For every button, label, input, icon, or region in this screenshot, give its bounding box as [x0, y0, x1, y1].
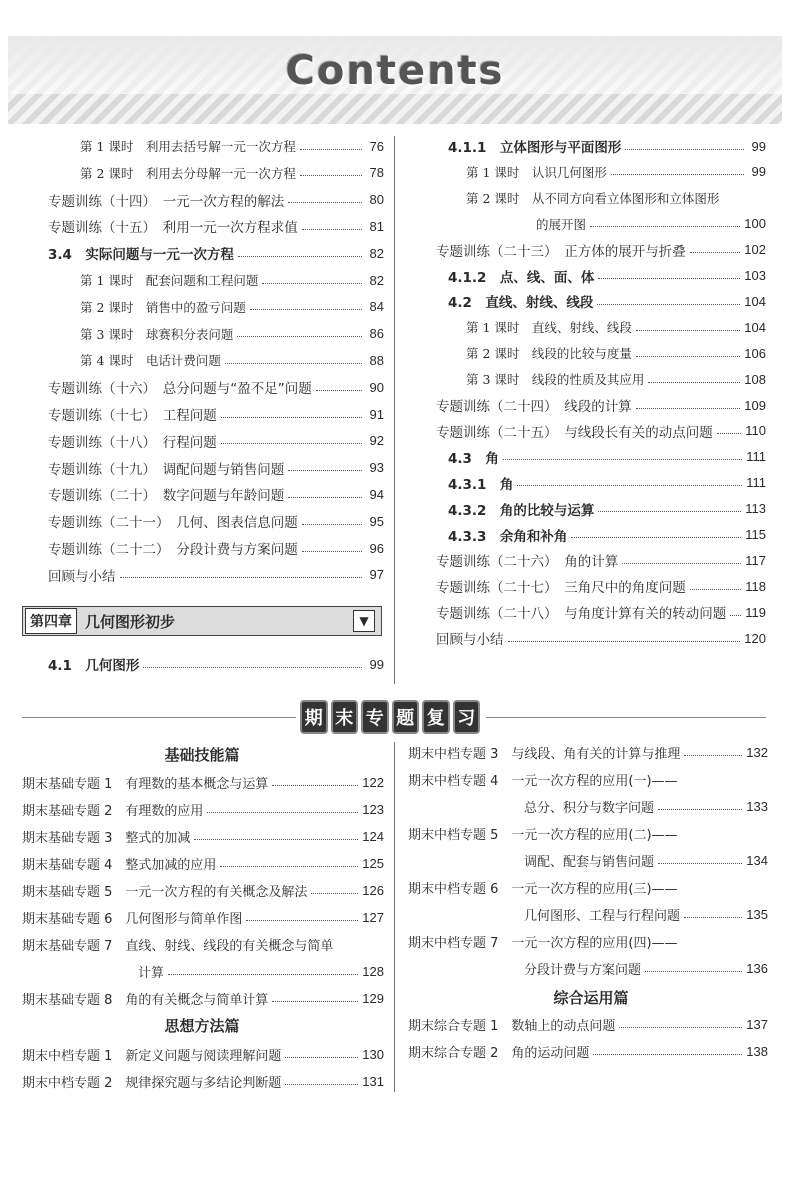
- review-entry[interactable]: [408, 1041, 768, 1061]
- review-entry[interactable]: [524, 796, 768, 816]
- toc-entry[interactable]: [448, 473, 766, 493]
- review-entry-label: 期末中档专题 3 与线段、角有关的计算与推理: [408, 746, 681, 762]
- leader-dots: [503, 459, 742, 460]
- toc-entry[interactable]: [436, 240, 766, 260]
- toc-entry-label: 第 2 课时 线段的比较与度量: [466, 346, 632, 362]
- leader-dots: [262, 283, 362, 284]
- review-entry-page: 132: [746, 744, 768, 760]
- toc-entry-page: 104: [744, 319, 766, 335]
- toc-entry[interactable]: [448, 136, 766, 156]
- review-entry[interactable]: [408, 742, 768, 762]
- toc-entry[interactable]: [466, 317, 766, 337]
- review-entry[interactable]: [22, 907, 384, 927]
- leader-dots: [571, 537, 741, 538]
- toc-entry-label: 4.1 几何图形: [48, 658, 140, 674]
- chapter-name: 几何图形初步: [85, 612, 176, 631]
- leader-dots: [593, 1054, 742, 1055]
- review-badge-char: 复: [422, 700, 450, 734]
- leader-dots: [636, 356, 740, 357]
- toc-entry-page: 100: [744, 216, 766, 232]
- review-entry[interactable]: [22, 772, 384, 792]
- leader-dots: [194, 839, 358, 840]
- toc-entry-label: 专题训练（十九） 调配问题与销售问题: [48, 461, 285, 478]
- toc-entry[interactable]: [48, 484, 384, 504]
- toc-entry-page: 88: [369, 352, 384, 368]
- review-entry[interactable]: [408, 823, 768, 843]
- leader-dots: [730, 615, 741, 616]
- leader-dots: [288, 202, 362, 203]
- leader-dots: [690, 589, 742, 590]
- leader-dots: [311, 893, 358, 894]
- toc-entry[interactable]: [466, 162, 766, 182]
- toc-entry-page: 99: [751, 164, 766, 180]
- toc-entry-label: 4.3 角: [448, 450, 499, 467]
- review-entry-label: 期末基础专题 8 角的有关概念与简单计算: [22, 992, 269, 1008]
- leader-dots: [168, 974, 358, 975]
- toc-entry[interactable]: [48, 190, 384, 210]
- review-entry-label: 分段计费与方案问题: [524, 962, 642, 978]
- leader-dots: [684, 755, 742, 756]
- toc-entry-page: 76: [369, 138, 384, 154]
- toc-entry-label: 专题训练（二十五） 与线段长有关的动点问题: [436, 424, 713, 441]
- page-title: Contents: [285, 48, 505, 94]
- leader-dots: [250, 309, 362, 310]
- review-entry-page: 138: [746, 1043, 768, 1059]
- leader-dots: [246, 920, 358, 921]
- review-heading-methods: 思想方法篇: [164, 1017, 240, 1035]
- toc-entry-page: 99: [369, 656, 384, 672]
- leader-dots: [237, 336, 362, 337]
- toc-entry[interactable]: [80, 324, 384, 344]
- review-entry[interactable]: [22, 853, 384, 873]
- toc-entry-page: 91: [369, 406, 384, 422]
- review-entry-label: 期末中档专题 7 一元一次方程的应用(四)——: [408, 935, 678, 951]
- review-entry-page: 129: [362, 990, 384, 1006]
- review-entry-label: 几何图形、工程与行程问题: [524, 908, 681, 924]
- toc-entry-label: 专题训练（二十三） 正方体的展开与折叠: [436, 243, 686, 260]
- toc-entry[interactable]: [448, 266, 766, 286]
- leader-dots: [272, 785, 358, 786]
- review-badge-char: 习: [453, 700, 481, 734]
- leader-dots: [272, 1001, 358, 1002]
- leader-dots: [625, 149, 744, 150]
- toc-entry[interactable]: [436, 421, 766, 441]
- toc-entry[interactable]: [48, 511, 384, 531]
- toc-entry-label: 第 1 课时 利用去括号解一元一次方程: [80, 139, 296, 154]
- toc-entry-label: 专题训练（二十） 数字问题与年龄问题: [48, 488, 285, 505]
- toc-entry[interactable]: [48, 538, 384, 558]
- toc-entry-label: 第 3 课时 球赛积分表问题: [80, 326, 234, 342]
- toc-entry-label: 专题训练（二十二） 分段计费与方案问题: [48, 542, 298, 558]
- review-entry-label: 期末基础专题 6 几何图形与简单作图: [22, 911, 243, 927]
- review-entry-label: 总分、积分与数字问题: [524, 800, 655, 816]
- leader-dots: [221, 443, 362, 444]
- toc-entry[interactable]: [48, 216, 384, 236]
- chevron-down-icon: ▼: [353, 610, 375, 632]
- review-entry[interactable]: [22, 880, 384, 900]
- toc-entry-label: 专题训练（十四） 一元一次方程的解法: [48, 193, 285, 210]
- leader-dots: [300, 175, 362, 176]
- toc-entry[interactable]: [80, 297, 384, 317]
- toc-entry[interactable]: [436, 576, 766, 596]
- toc-entry-page: 82: [369, 272, 384, 288]
- leader-dots: [517, 485, 742, 486]
- review-entry[interactable]: [408, 931, 768, 951]
- toc-entry-label: 4.3.2 角的比较与运算: [448, 502, 595, 519]
- toc-entry[interactable]: [436, 602, 766, 622]
- toc-entry-label: 3.4 实际问题与一元一次方程: [48, 247, 234, 264]
- toc-entry-label: 4.2 直线、射线、线段: [448, 295, 594, 312]
- review-rule-right: [486, 717, 766, 718]
- leader-dots: [207, 812, 358, 813]
- review-entry-page: 123: [362, 801, 384, 817]
- leader-dots: [598, 511, 741, 512]
- toc-entry-page: 81: [369, 218, 384, 234]
- column-divider-bottom: [394, 742, 395, 1092]
- toc-entry-label: 第 1 课时 直线、射线、线段: [466, 320, 632, 336]
- toc-entry[interactable]: [48, 404, 384, 424]
- review-entry[interactable]: [22, 1071, 384, 1091]
- review-entry-label: 期末综合专题 2 角的运动问题: [408, 1045, 590, 1061]
- toc-entry-label: 第 1 课时 配套问题和工程问题: [80, 273, 259, 288]
- chapter-heading: [22, 606, 382, 636]
- toc-entry-page: 106: [744, 345, 766, 361]
- toc-entry[interactable]: [80, 270, 384, 290]
- toc-entry-label: 第 1 课时 认识几何图形: [466, 164, 607, 180]
- review-entry-label: 期末基础专题 7 直线、射线、线段的有关概念与简单: [22, 938, 334, 954]
- toc-entry[interactable]: [436, 395, 766, 415]
- review-entry-label: 期末中档专题 2 规律探究题与多结论判断题: [22, 1075, 282, 1091]
- leader-dots: [288, 470, 362, 471]
- toc-entry[interactable]: [80, 136, 384, 156]
- toc-entry-label: 回顾与小结: [436, 632, 504, 649]
- review-badge-char: 期: [300, 700, 328, 734]
- leader-dots: [220, 866, 358, 867]
- toc-entry-label: 第 2 课时 利用去分母解一元一次方程: [80, 165, 296, 181]
- toc-entry-label: 的展开图: [536, 216, 587, 232]
- review-badge-char: 专: [361, 700, 389, 734]
- toc-entry[interactable]: [466, 188, 766, 208]
- toc-entry-label: 第 4 课时 电话计费问题: [80, 353, 221, 369]
- review-entry-page: 122: [362, 774, 384, 790]
- toc-entry-page: 109: [744, 397, 766, 413]
- leader-dots: [690, 252, 741, 253]
- leader-dots: [302, 229, 362, 230]
- leader-dots: [648, 382, 740, 383]
- toc-entry-page: 96: [369, 540, 384, 556]
- review-entry[interactable]: [524, 850, 768, 870]
- review-badge: [300, 700, 480, 734]
- toc-entry-page: 78: [369, 165, 384, 181]
- leader-dots: [658, 863, 742, 864]
- leader-dots: [238, 256, 362, 257]
- leader-dots: [597, 304, 740, 305]
- toc-entry-label: 专题训练（二十一） 几何、图表信息问题: [48, 515, 298, 532]
- leader-dots: [717, 433, 742, 434]
- toc-entry-page: 94: [369, 486, 384, 502]
- toc-entry-label: 专题训练（十七） 工程问题: [48, 408, 217, 424]
- toc-entry-label: 专题训练（二十八） 与角度计算有关的转动问题: [436, 606, 727, 623]
- review-entry-page: 126: [362, 882, 384, 898]
- toc-entry-page: 111: [746, 475, 766, 491]
- leader-dots: [622, 563, 741, 564]
- toc-entry-page: 117: [745, 552, 766, 568]
- review-heading-basic: 基础技能篇: [164, 746, 240, 764]
- leader-dots: [302, 551, 362, 552]
- toc-entry-page: 97: [369, 567, 384, 583]
- review-entry[interactable]: [22, 826, 384, 846]
- review-entry[interactable]: [22, 1044, 384, 1064]
- review-badge-char: 末: [331, 700, 359, 734]
- toc-entry-label: 专题训练（二十四） 线段的计算: [436, 399, 632, 415]
- toc-entry[interactable]: [48, 654, 384, 674]
- toc-entry[interactable]: [436, 628, 766, 648]
- chapter-tag: 第四章: [25, 608, 77, 634]
- toc-entry-page: 120: [744, 630, 766, 646]
- toc-entry[interactable]: [80, 350, 384, 370]
- leader-dots: [636, 408, 741, 409]
- review-entry[interactable]: [22, 988, 384, 1008]
- review-entry-page: 136: [746, 960, 768, 976]
- review-entry[interactable]: [408, 877, 768, 897]
- toc-entry[interactable]: [448, 447, 766, 467]
- toc-entry[interactable]: [448, 525, 766, 545]
- column-divider-top: [394, 136, 395, 684]
- review-entry[interactable]: [408, 1014, 768, 1034]
- toc-entry[interactable]: [448, 499, 766, 519]
- toc-entry-page: 115: [745, 527, 766, 542]
- review-entry-label: 期末中档专题 4 一元一次方程的应用(一)——: [408, 773, 678, 789]
- review-entry-page: 130: [362, 1046, 384, 1062]
- leader-dots: [300, 149, 362, 150]
- toc-entry-page: 119: [745, 604, 766, 620]
- toc-entry-page: 92: [369, 433, 384, 449]
- toc-entry-page: 108: [744, 371, 766, 387]
- toc-entry-label: 专题训练（二十七） 三角尺中的角度问题: [436, 580, 686, 597]
- toc-entry-page: 104: [744, 293, 766, 309]
- toc-entry-label: 4.1.1 立体图形与平面图形: [448, 140, 622, 156]
- toc-entry-label: 专题训练（十五） 利用一元一次方程求值: [48, 220, 298, 237]
- toc-entry[interactable]: [536, 214, 766, 234]
- toc-entry[interactable]: [48, 458, 384, 478]
- toc-entry[interactable]: [466, 369, 766, 389]
- toc-entry-page: 95: [369, 513, 384, 529]
- toc-entry-label: 回顾与小结: [48, 568, 116, 585]
- review-entry-label: 期末基础专题 1 有理数的基本概念与运算: [22, 776, 269, 792]
- review-entry-label: 期末中档专题 6 一元一次方程的应用(三)——: [408, 881, 678, 897]
- toc-entry-page: 113: [745, 501, 766, 517]
- review-entry[interactable]: [22, 934, 384, 954]
- review-entry-page: 125: [362, 855, 384, 871]
- toc-entry[interactable]: [48, 565, 384, 585]
- toc-entry-page: 103: [744, 268, 766, 283]
- review-entry[interactable]: [524, 958, 768, 978]
- toc-entry-page: 84: [369, 299, 384, 315]
- leader-dots: [658, 809, 742, 810]
- review-entry-label: 期末基础专题 5 一元一次方程的有关概念及解法: [22, 884, 308, 900]
- leader-dots: [684, 917, 742, 918]
- leader-dots: [288, 497, 362, 498]
- review-entry-label: 期末中档专题 5 一元一次方程的应用(二)——: [408, 827, 678, 843]
- toc-entry-page: 86: [369, 326, 384, 342]
- review-entry-page: 134: [746, 852, 768, 868]
- toc-entry-page: 93: [369, 460, 384, 476]
- toc-entry-page: 118: [745, 578, 766, 594]
- leader-dots: [143, 667, 362, 668]
- toc-entry-page: 90: [369, 379, 384, 395]
- toc-entry[interactable]: [48, 431, 384, 451]
- review-entry-label: 期末中档专题 1 新定义问题与阅读理解问题: [22, 1048, 282, 1064]
- leader-dots: [285, 1084, 358, 1085]
- toc-entry-page: 80: [369, 192, 384, 208]
- toc-entry-label: 第 2 课时 从不同方向看立体图形和立体图形: [466, 190, 720, 206]
- leader-dots: [611, 174, 744, 175]
- toc-entry[interactable]: [466, 343, 766, 363]
- review-entry-page: 128: [362, 963, 384, 979]
- leader-dots: [590, 226, 740, 227]
- review-entry[interactable]: [524, 904, 768, 924]
- review-badge-char: 题: [392, 700, 420, 734]
- toc-entry-label: 第 2 课时 销售中的盈亏问题: [80, 299, 246, 315]
- toc-entry-page: 102: [744, 242, 766, 258]
- toc-entry[interactable]: [48, 377, 384, 397]
- leader-dots: [120, 577, 363, 578]
- leader-dots: [302, 524, 362, 525]
- toc-entry-label: 4.1.2 点、线、面、体: [448, 269, 595, 286]
- review-entry[interactable]: [408, 769, 768, 789]
- review-entry-label: 期末基础专题 4 整式加减的应用: [22, 857, 217, 873]
- review-entry[interactable]: [22, 799, 384, 819]
- review-heading-comprehensive: 综合运用篇: [553, 989, 629, 1007]
- toc-entry-label: 4.3.3 余角和补角: [448, 528, 568, 545]
- toc-entry[interactable]: [448, 291, 766, 311]
- toc-entry-label: 专题训练（十八） 行程问题: [48, 434, 217, 451]
- review-entry-page: 133: [746, 798, 768, 814]
- review-entry-page: 135: [746, 906, 768, 922]
- leader-dots: [221, 417, 362, 418]
- toc-entry-page: 111: [746, 449, 766, 465]
- toc-entry-label: 专题训练（十六） 总分问题与“盈不足”问题: [48, 381, 312, 398]
- review-entry-page: 127: [362, 909, 384, 925]
- leader-dots: [316, 390, 362, 391]
- toc-entry[interactable]: [48, 243, 384, 263]
- leader-dots: [225, 363, 362, 364]
- leader-dots: [636, 330, 740, 331]
- toc-entry-label: 4.3.1 角: [448, 476, 514, 493]
- leader-dots: [285, 1057, 358, 1058]
- review-entry-label: 期末基础专题 2 有理数的应用: [22, 803, 204, 819]
- review-entry-label: 计算: [138, 965, 165, 981]
- toc-entry-page: 99: [751, 138, 766, 154]
- leader-dots: [619, 1027, 742, 1028]
- leader-dots: [508, 641, 741, 642]
- toc-entry[interactable]: [436, 550, 766, 570]
- review-entry-page: 137: [746, 1016, 768, 1032]
- review-entry[interactable]: [138, 961, 384, 981]
- toc-entry-label: 第 3 课时 线段的性质及其应用: [466, 372, 645, 388]
- toc-entry-label: 专题训练（二十六） 角的计算: [436, 554, 619, 571]
- leader-dots: [645, 971, 742, 972]
- toc-entry-page: 110: [745, 423, 766, 439]
- leader-dots: [598, 278, 740, 279]
- toc-entry-page: 82: [369, 245, 384, 261]
- toc-entry[interactable]: [80, 163, 384, 183]
- review-entry-label: 期末基础专题 3 整式的加减: [22, 830, 191, 846]
- review-rule-left: [22, 717, 296, 718]
- review-entry-page: 124: [362, 828, 384, 844]
- review-entry-label: 期末综合专题 1 数轴上的动点问题: [408, 1018, 616, 1034]
- review-entry-page: 131: [362, 1073, 384, 1089]
- review-entry-label: 调配、配套与销售问题: [524, 854, 655, 870]
